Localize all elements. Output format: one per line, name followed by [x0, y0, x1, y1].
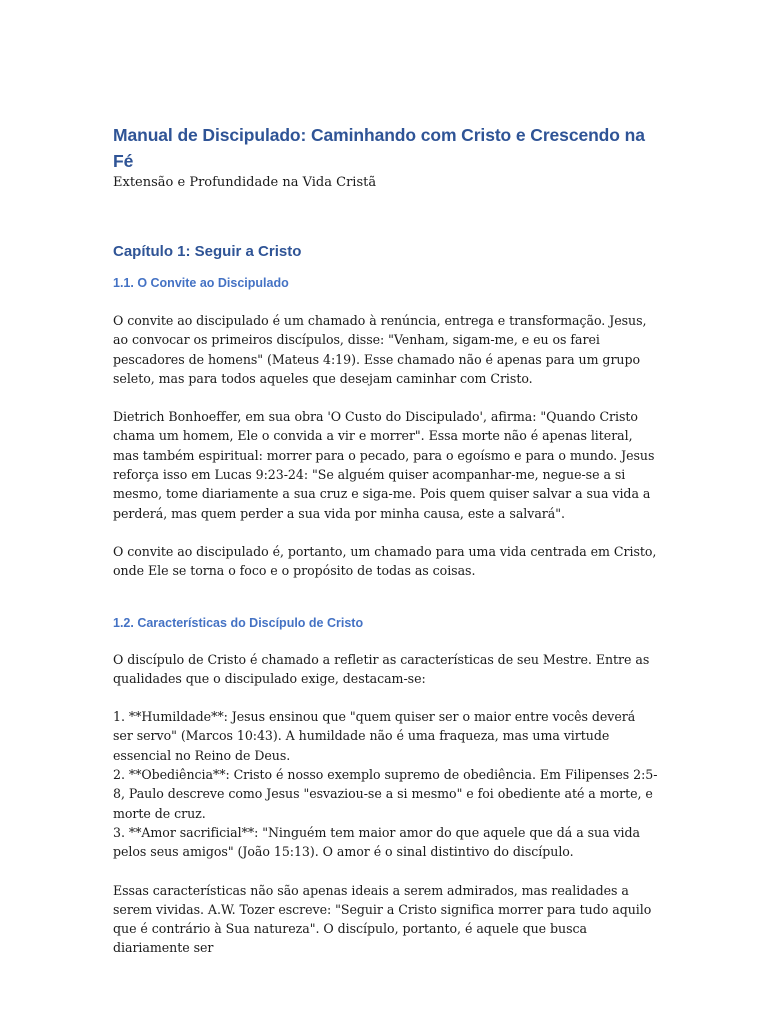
document-title: Manual de Discipulado: Caminhando com Cristo e Crescendo na Fé: [113, 125, 645, 171]
section-heading-1-1: 1.1. O Convite ao Discipulado: [113, 276, 289, 290]
list-item: 2. **Obediência**: Cristo é nosso exemplo supremo de obediência. Em Filipenses 2:5-8, Paulo descreve como Jesus "esvaziou-se a si mesmo" e foi obediente até a morte, e morte de cruz.: [113, 767, 658, 821]
paragraph: Essas características não são apenas ideais a serem admirados, mas realidades a serem vividas. A.W. Tozer escreve: "Seguir a Cristo significa morrer para tudo aquilo que é contrário à Sua natureza". O discípulo, portanto, é aquele que busca diariamente ser: [113, 882, 652, 956]
numbered-list: [113, 707, 658, 861]
list-item: 1. **Humildade**: Jesus ensinou que "quem quiser ser o maior entre vocês deverá ser servo" (Marcos 10:43). A humildade não é uma fraqueza, mas uma virtude essencial no Reino de Deus.: [113, 709, 636, 763]
paragraph: Dietrich Bonhoeffer, em sua obra 'O Custo do Discipulado', afirma: "Quando Cristo chama um homem, Ele o convida a vir e morrer". Essa morte não é apenas literal, mas também espiritual: morrer para o pecado, para o egoísmo e para o mundo. Jesus reforça isso em Lucas 9:23-24: "Se alguém quiser acompanhar-me, negue-se a si mesmo, tome diariamente a sua cruz e siga-me. Pois quem quiser salvar a sua vida a perderá, mas quem perder a sua vida por minha causa, este a salvará".: [113, 409, 655, 521]
document-page: [113, 122, 658, 958]
paragraph: O discípulo de Cristo é chamado a refletir as características de seu Mestre. Entre as qualidades que o discipulado exige, destacam-se:: [113, 651, 650, 686]
paragraph: O convite ao discipulado é um chamado à renúncia, entrega e transformação. Jesus, ao convocar os primeiros discípulos, disse: "Venham, sigam-me, e eu os farei pescadores de homens" (Mateus 4:19). Esse chamado não é apenas para um grupo seleto, mas para todos aqueles que desejam caminhar com Cristo.: [113, 313, 647, 386]
list-item: 3. **Amor sacrificial**: "Ninguém tem maior amor do que aquele que dá a sua vida pelos seus amigos" (João 15:13). O amor é o sinal distintivo do discípulo.: [113, 824, 640, 860]
paragraph: O convite ao discipulado é, portanto, um chamado para uma vida centrada em Cristo, onde Ele se torna o foco e o propósito de todas as coisas.: [113, 543, 657, 579]
section-heading-1-2: 1.2. Características do Discípulo de Cristo: [113, 615, 364, 630]
chapter-heading: Capítulo 1: Seguir a Cristo: [113, 243, 302, 260]
document-subtitle: Extensão e Profundidade na Vida Cristã: [113, 175, 377, 190]
